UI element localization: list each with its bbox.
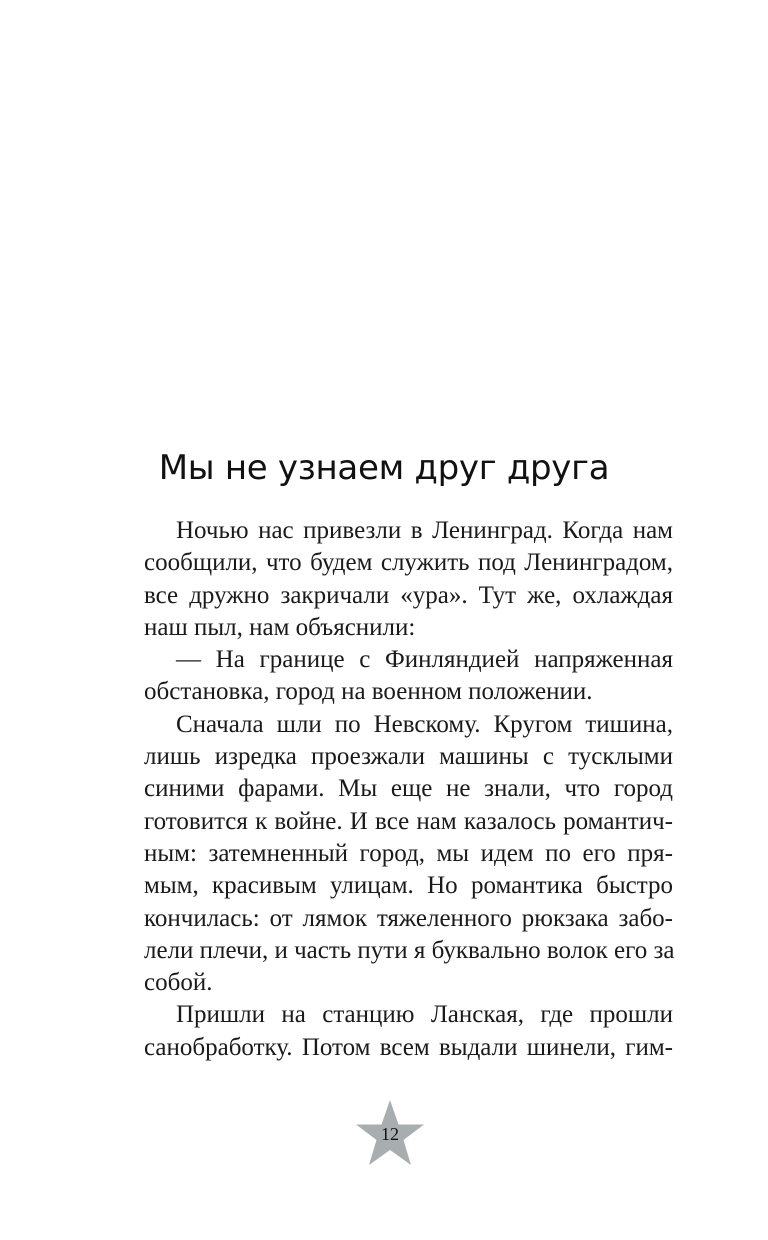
text-line: лишь изредка проезжали машины с тусклыми: [144, 743, 673, 771]
text-line: наш пыл, нам объяснили:: [144, 613, 416, 641]
text-line: готовится к войне. И все нам казалось романтич-: [144, 807, 673, 835]
text-line: сообщили, что будем служить под Ленинградом,: [144, 549, 673, 577]
text-line: все дружно закричали «ура». Тут же, охлаждая: [144, 581, 673, 609]
text-line: — На границе с Финляндией напряженная: [176, 646, 673, 674]
text-line: Пришли на станцию Ланская, где прошли: [176, 1001, 673, 1029]
body-text: [112, 515, 673, 1064]
text-line: ным: затемненный город, мы идем по его пря-: [144, 839, 673, 867]
paragraph-1: [112, 515, 673, 644]
text-line: Ночью нас привезли в Ленинград. Когда нам: [176, 517, 673, 544]
text-line: Сначала шли по Невскому. Кругом тишина,: [176, 710, 673, 738]
text-line: мым, красивым улицам. Но романтика быстро: [144, 872, 673, 900]
text-line: собой.: [144, 969, 213, 997]
text-line: лели плечи, и часть пути я буквально волок его за: [144, 936, 675, 964]
paragraph-2: [112, 644, 673, 709]
paragraph-4: [112, 999, 673, 1064]
text-line: кончилась: от лямок тяжеленного рюкзака забо-: [144, 904, 673, 932]
page-number-marker: [354, 1098, 426, 1170]
text-line: синими фарами. Мы еще не знали, что город: [144, 775, 673, 803]
chapter-title: Мы не узнаем друг друга: [158, 448, 610, 488]
text-line: санобработку. Потом всем выдали шинели, гим-: [144, 1033, 673, 1061]
text-line: обстановка, город на военном положении.: [144, 678, 593, 706]
paragraph-3: [112, 709, 673, 1000]
page-number: 12: [381, 1124, 399, 1144]
